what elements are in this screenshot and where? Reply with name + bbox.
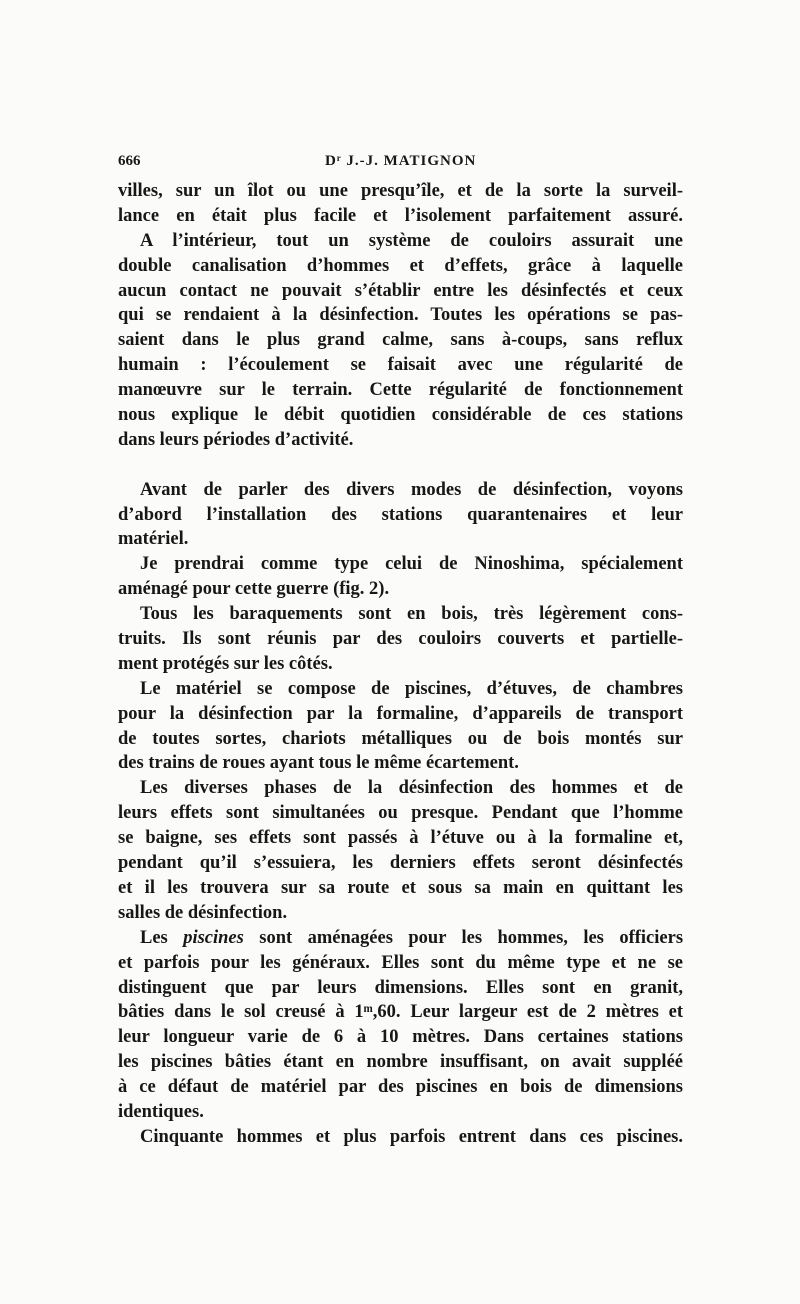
text-line: et parfois pour les généraux. Elles sont du même type et ne se (118, 952, 683, 973)
text-line: villes, sur un îlot ou une presqu’île, et de la sorte la surveil- (118, 181, 683, 201)
text-line (118, 926, 683, 951)
text-line: d’abord l’installation des stations quarantenaires et leur (118, 504, 683, 525)
text-line: se baigne, ses effets sont passés à l’étuve ou à la formaline et, (118, 828, 683, 849)
text-line: dans leurs périodes d’activité. (118, 429, 354, 450)
text-line: matériel. (118, 529, 189, 550)
text-segment: Les (140, 927, 168, 948)
paragraph (118, 1125, 683, 1150)
paragraph (118, 677, 683, 777)
text-line: double canalisation d’hommes et d’effets, grâce à laquelle (118, 255, 683, 276)
page-header (118, 150, 683, 172)
italic-term: piscines (183, 927, 244, 948)
running-title: Dʳ J.-J. MATIGNON (325, 153, 477, 169)
text-line: distinguent que par leurs dimensions. Elles sont en granit, (118, 977, 683, 998)
text-line: leurs effets sont simultanées ou presque. Pendant que l’homme (118, 803, 683, 824)
paragraph (118, 179, 683, 229)
text-line: saient dans le plus grand calme, sans à-coups, sans reflux (118, 330, 683, 351)
body-text (118, 179, 683, 1150)
paragraph (118, 552, 683, 602)
paragraph (118, 926, 683, 1125)
text-line: Avant de parler des divers modes de désinfection, voyons (140, 479, 683, 500)
text-line: les piscines bâties étant en nombre insuffisant, on avait suppléé (118, 1052, 683, 1073)
text-line: à ce défaut de matériel par des piscines en bois de dimensions (118, 1077, 683, 1098)
text-segment: sont aménagées pour les hommes, les officiers (259, 927, 683, 948)
text-line: de toutes sortes, chariots métalliques ou de bois montés sur (118, 728, 683, 749)
text-line: lance en était plus facile et l’isolement parfaitement assuré. (118, 205, 683, 226)
text-line: Tous les baraquements sont en bois, très légèrement cons- (140, 604, 683, 625)
paragraph (118, 478, 683, 553)
text-line: humain : l’écoulement se faisait avec une régularité de (118, 355, 683, 376)
text-line: Cinquante hommes et plus parfois entrent dans ces piscines. (140, 1126, 683, 1147)
text-line: truits. Ils sont réunis par des couloirs couverts et partielle- (118, 629, 683, 650)
text-line: identiques. (118, 1101, 204, 1122)
text-line: Les diverses phases de la désinfection des hommes et de (140, 778, 683, 799)
text-line: leur longueur varie de 6 à 10 mètres. Dans certaines stations (118, 1027, 683, 1048)
text-line: et il les trouvera sur sa route et sous sa main en quittant les (118, 877, 683, 898)
text-line: bâties dans le sol creusé à 1ᵐ,60. Leur largeur est de 2 mètres et (118, 1002, 683, 1023)
text-line: qui se rendaient à la désinfection. Toutes les opérations se pas- (118, 305, 683, 326)
text-line: pour la désinfection par la formaline, d’appareils de transport (118, 703, 683, 724)
text-line: nous explique le débit quotidien considérable de ces stations (118, 405, 683, 426)
text-line: Je prendrai comme type celui de Ninoshima, spécialement (140, 554, 683, 575)
text-line: des trains de roues ayant tous le même écartement. (118, 753, 519, 774)
page-number: 666 (118, 153, 141, 169)
text-line: A l’intérieur, tout un système de couloirs assurait une (140, 230, 683, 251)
paragraph (118, 602, 683, 677)
text-line: manœuvre sur le terrain. Cette régularité de fonctionnement (118, 380, 683, 401)
text-line: Le matériel se compose de piscines, d’étuves, de chambres (140, 678, 683, 699)
text-line: pendant qu’il s’essuiera, les derniers effets seront désinfectés (118, 853, 683, 874)
text-line: ment protégés sur les côtés. (118, 653, 333, 674)
text-line: aménagé pour cette guerre (fig. 2). (118, 579, 390, 600)
paragraph (118, 776, 683, 925)
text-line: salles de désinfection. (118, 902, 288, 923)
text-line: aucun contact ne pouvait s’établir entre les désinfectés et ceux (118, 280, 683, 301)
paragraph (118, 229, 683, 453)
